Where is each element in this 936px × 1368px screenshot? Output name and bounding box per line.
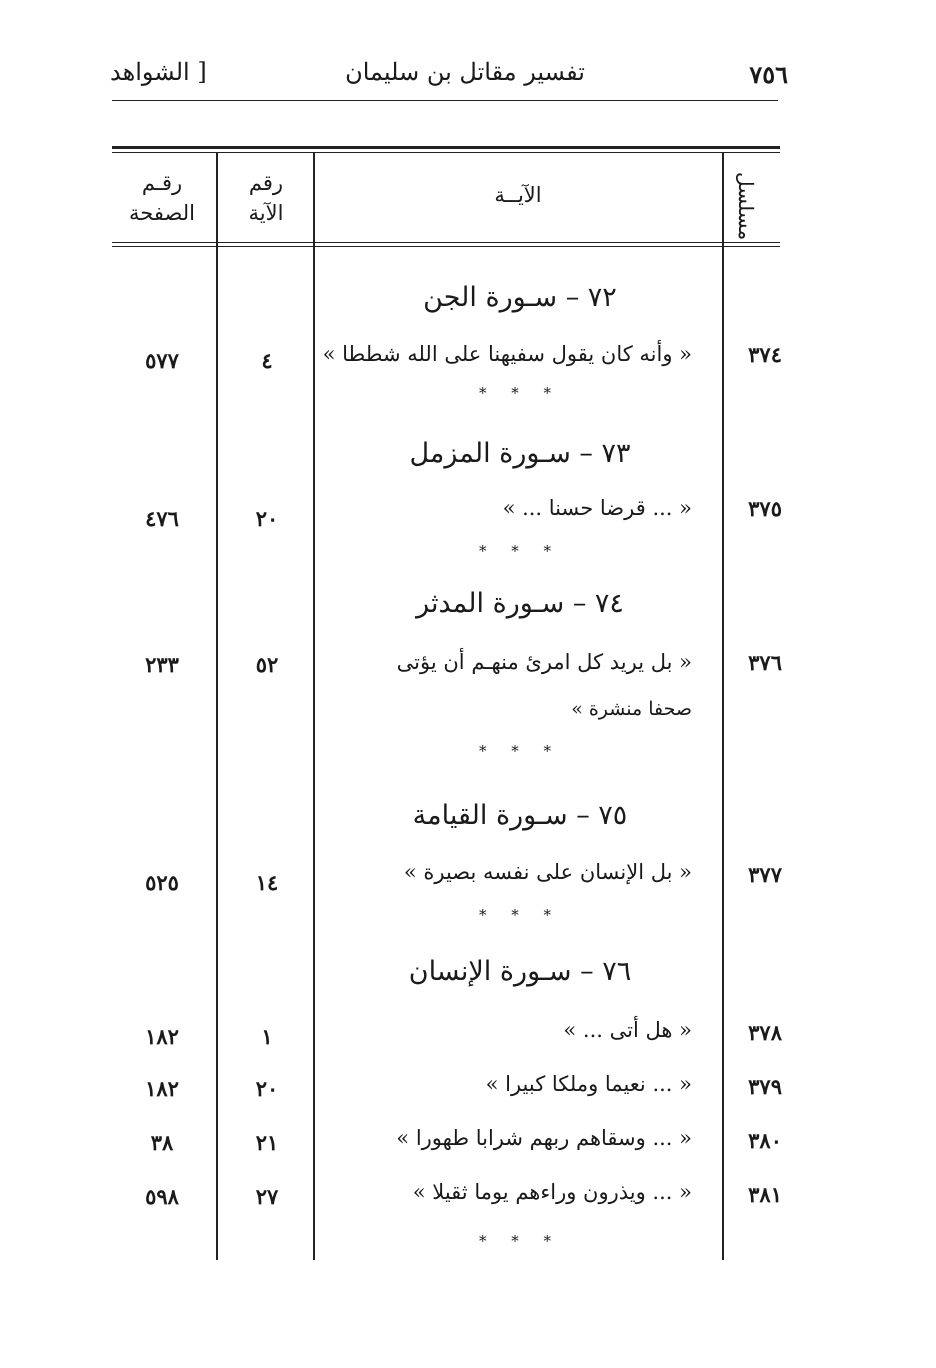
- table-header-rule-inner: [112, 246, 780, 247]
- page-number: ٧٥٦: [749, 60, 788, 89]
- page-reference: ٥٢٥: [145, 870, 179, 895]
- serial-number: ٣٧٩: [748, 1074, 782, 1099]
- verse-text: « ... نعيما وملكا كبيرا »: [485, 1072, 692, 1096]
- column-header-serial: مسلسل: [734, 171, 758, 240]
- column-header-ayah-number: [220, 168, 312, 228]
- verse-text: « ... قرضا حسنا ... »: [502, 496, 692, 520]
- table-header-rule: [112, 242, 780, 243]
- serial-number: ٣٨٠: [748, 1128, 782, 1153]
- verse-text: « ... ويذرون وراءهم يوما ثقيلا »: [412, 1180, 692, 1204]
- page-reference: ١٨٢: [145, 1024, 179, 1049]
- verse-text: « وأنه كان يقول سفيهنا على الله شططا »: [322, 342, 692, 366]
- ayah-number: ٢٠: [255, 1076, 279, 1101]
- surah-heading: ٧٥ – سـورة القيامة: [412, 800, 628, 831]
- verse-text: « بل الإنسان على نفسه بصيرة »: [403, 860, 692, 884]
- separator-stars: * * *: [478, 1232, 562, 1250]
- header-rule: [112, 100, 778, 101]
- ayah-number: ٢٠: [255, 506, 279, 531]
- verse-text-continuation: صحفا منشرة »: [571, 698, 692, 720]
- separator-stars: * * *: [478, 906, 562, 924]
- table-top-rule-inner: [112, 152, 780, 153]
- book-title: تفسير مقاتل بن سليمان: [345, 58, 585, 86]
- column-header-page-line2: الصفحة: [129, 201, 195, 225]
- column-divider-page: [216, 152, 218, 1260]
- column-header-page-line1: رقـم: [141, 171, 183, 195]
- surah-heading: ٧٤ – سـورة المدثر: [416, 588, 624, 619]
- page-reference: ٤٧٦: [145, 506, 179, 531]
- serial-number: ٣٧٤: [748, 342, 782, 367]
- verse-text: « هل أتى ... »: [563, 1018, 692, 1042]
- column-header-verse: الآيــة: [494, 183, 542, 207]
- surah-heading: ٧٣ – سـورة المزمل: [409, 438, 631, 469]
- verse-text: « ... وسقاهم ربهم شرابا طهورا »: [396, 1126, 692, 1150]
- ayah-number: ١٤: [255, 870, 279, 895]
- separator-stars: * * *: [478, 384, 562, 402]
- serial-number: ٣٧٧: [748, 862, 782, 887]
- page-reference: ١٨٢: [145, 1076, 179, 1101]
- surah-heading: ٧٢ – سـورة الجن: [423, 282, 617, 313]
- serial-number: ٣٧٥: [748, 496, 782, 521]
- separator-stars: * * *: [478, 742, 562, 760]
- page-reference: ٣٨: [150, 1130, 174, 1155]
- ayah-number: ٥٢: [255, 652, 279, 677]
- section-title: [ الشواهد: [110, 58, 207, 86]
- serial-number: ٣٧٨: [748, 1020, 782, 1045]
- serial-number: ٣٨١: [748, 1182, 782, 1207]
- page-reference: ٢٣٣: [145, 652, 179, 677]
- ayah-number: ٤: [261, 348, 273, 373]
- column-header-ayah-line2: الآية: [248, 201, 284, 225]
- verse-text: « بل يريد كل امرئ منهـم أن يؤتى: [396, 650, 692, 674]
- ayah-number: ٢١: [255, 1130, 279, 1155]
- page-reference: ٥٩٨: [145, 1184, 179, 1209]
- serial-number: ٣٧٦: [748, 650, 782, 675]
- ayah-number: ١: [261, 1024, 273, 1049]
- surah-heading: ٧٦ – سـورة الإنسان: [408, 956, 632, 987]
- page-reference: ٥٧٧: [145, 348, 179, 373]
- column-header-page-number: [112, 168, 212, 228]
- column-header-ayah-line1: رقم: [248, 171, 284, 195]
- ayah-number: ٢٧: [255, 1184, 279, 1209]
- table-top-rule: [112, 146, 780, 149]
- separator-stars: * * *: [478, 542, 562, 560]
